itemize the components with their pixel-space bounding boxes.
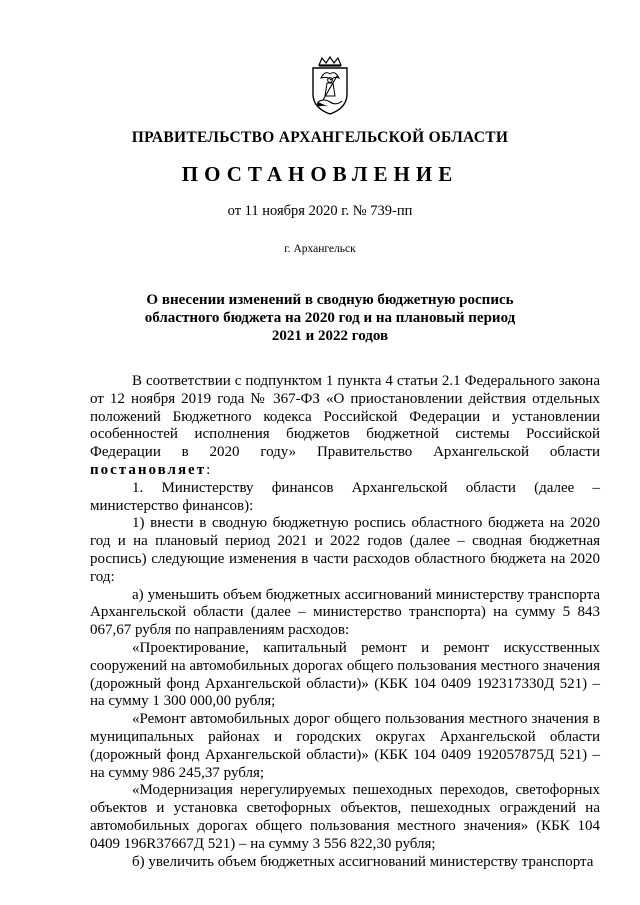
document-body [90, 373, 600, 871]
document-title [130, 291, 530, 345]
title-line-2: областного бюджета на 2020 год и на плановый период [144, 310, 516, 326]
document-type: ПОСТАНОВЛЕНИЕ [181, 162, 459, 186]
paragraph-item-road-repair: «Ремонт автомобильных дорог общего пользования местного значения в муниципальных районах и городских округах Архангельской области (дорожный фонд Архангельской области)» (КБК 104 0409 192057875Д 521) – на сумму 986 245,37 рубля; [90, 711, 600, 781]
document-city: г. Архангельск [284, 243, 356, 255]
title-line-1: О внесении изменений в сводную бюджетную роспись [146, 292, 514, 308]
preamble-paragraph [90, 373, 600, 480]
government-name: ПРАВИТЕЛЬСТВО АРХАНГЕЛЬСКОЙ ОБЛАСТИ [131, 129, 509, 146]
paragraph-item-design: «Проектирование, капитальный ремонт и ремонт искусственных сооружений на автомобильных дорогах общего пользования местного значения (дорожный фонд Архангельской области)» (КБК 104 0409 192317330Д 521) – на сумму 1 300 000,00 рубля; [90, 639, 600, 710]
coat-of-arms-icon [307, 56, 353, 116]
resolves-word: постановляет [90, 461, 207, 478]
paragraph-a: а) уменьшить объем бюджетных ассигнований министерству транспорта Архангельской области (далее – министерство транспорта) на сумму 5 843 067,67 рубля по направлениям расходов: [90, 586, 600, 639]
title-line-3: 2021 и 2022 годов [271, 328, 389, 344]
document-date-number: от 11 ноября 2020 г. № 739-пп [227, 203, 413, 219]
paragraph-1: 1. Министерству финансов Архангельской области (далее – министерство финансов): [90, 479, 600, 514]
resolves-colon: : [206, 461, 211, 478]
paragraph-b: б) увеличить объем бюджетных ассигнований министерству транспорта [132, 853, 594, 870]
paragraph-1-1: 1) внести в сводную бюджетную роспись областного бюджета на 2020 год и на плановый период 2021 и 2022 годов (далее – сводная бюджетная роспись) следующие изменения в части расходов областного бюджета на 2020 год: [90, 515, 600, 585]
preamble-text: В соответствии с подпунктом 1 пункта 4 статьи 2.1 Федерального закона от 12 ноября 2019 года № 367-ФЗ «О приостановлении действия отдельных положений Бюджетного кодекса Российской Федерации и установлении особенностей исполнения бюджетов бюджетной системы Российской Федерации в 2020 году» Правительство Архангельской области [90, 373, 600, 461]
paragraph-item-modernization: «Модернизация нерегулируемых пешеходных переходов, светофорных объектов и установка светофорных объектов, пешеходных ограждений на автомобильных дорогах общего пользования местного значения» (КБК 104 0409 196R37667Д 521) – на сумму 3 556 822,30 рубля; [90, 782, 600, 852]
